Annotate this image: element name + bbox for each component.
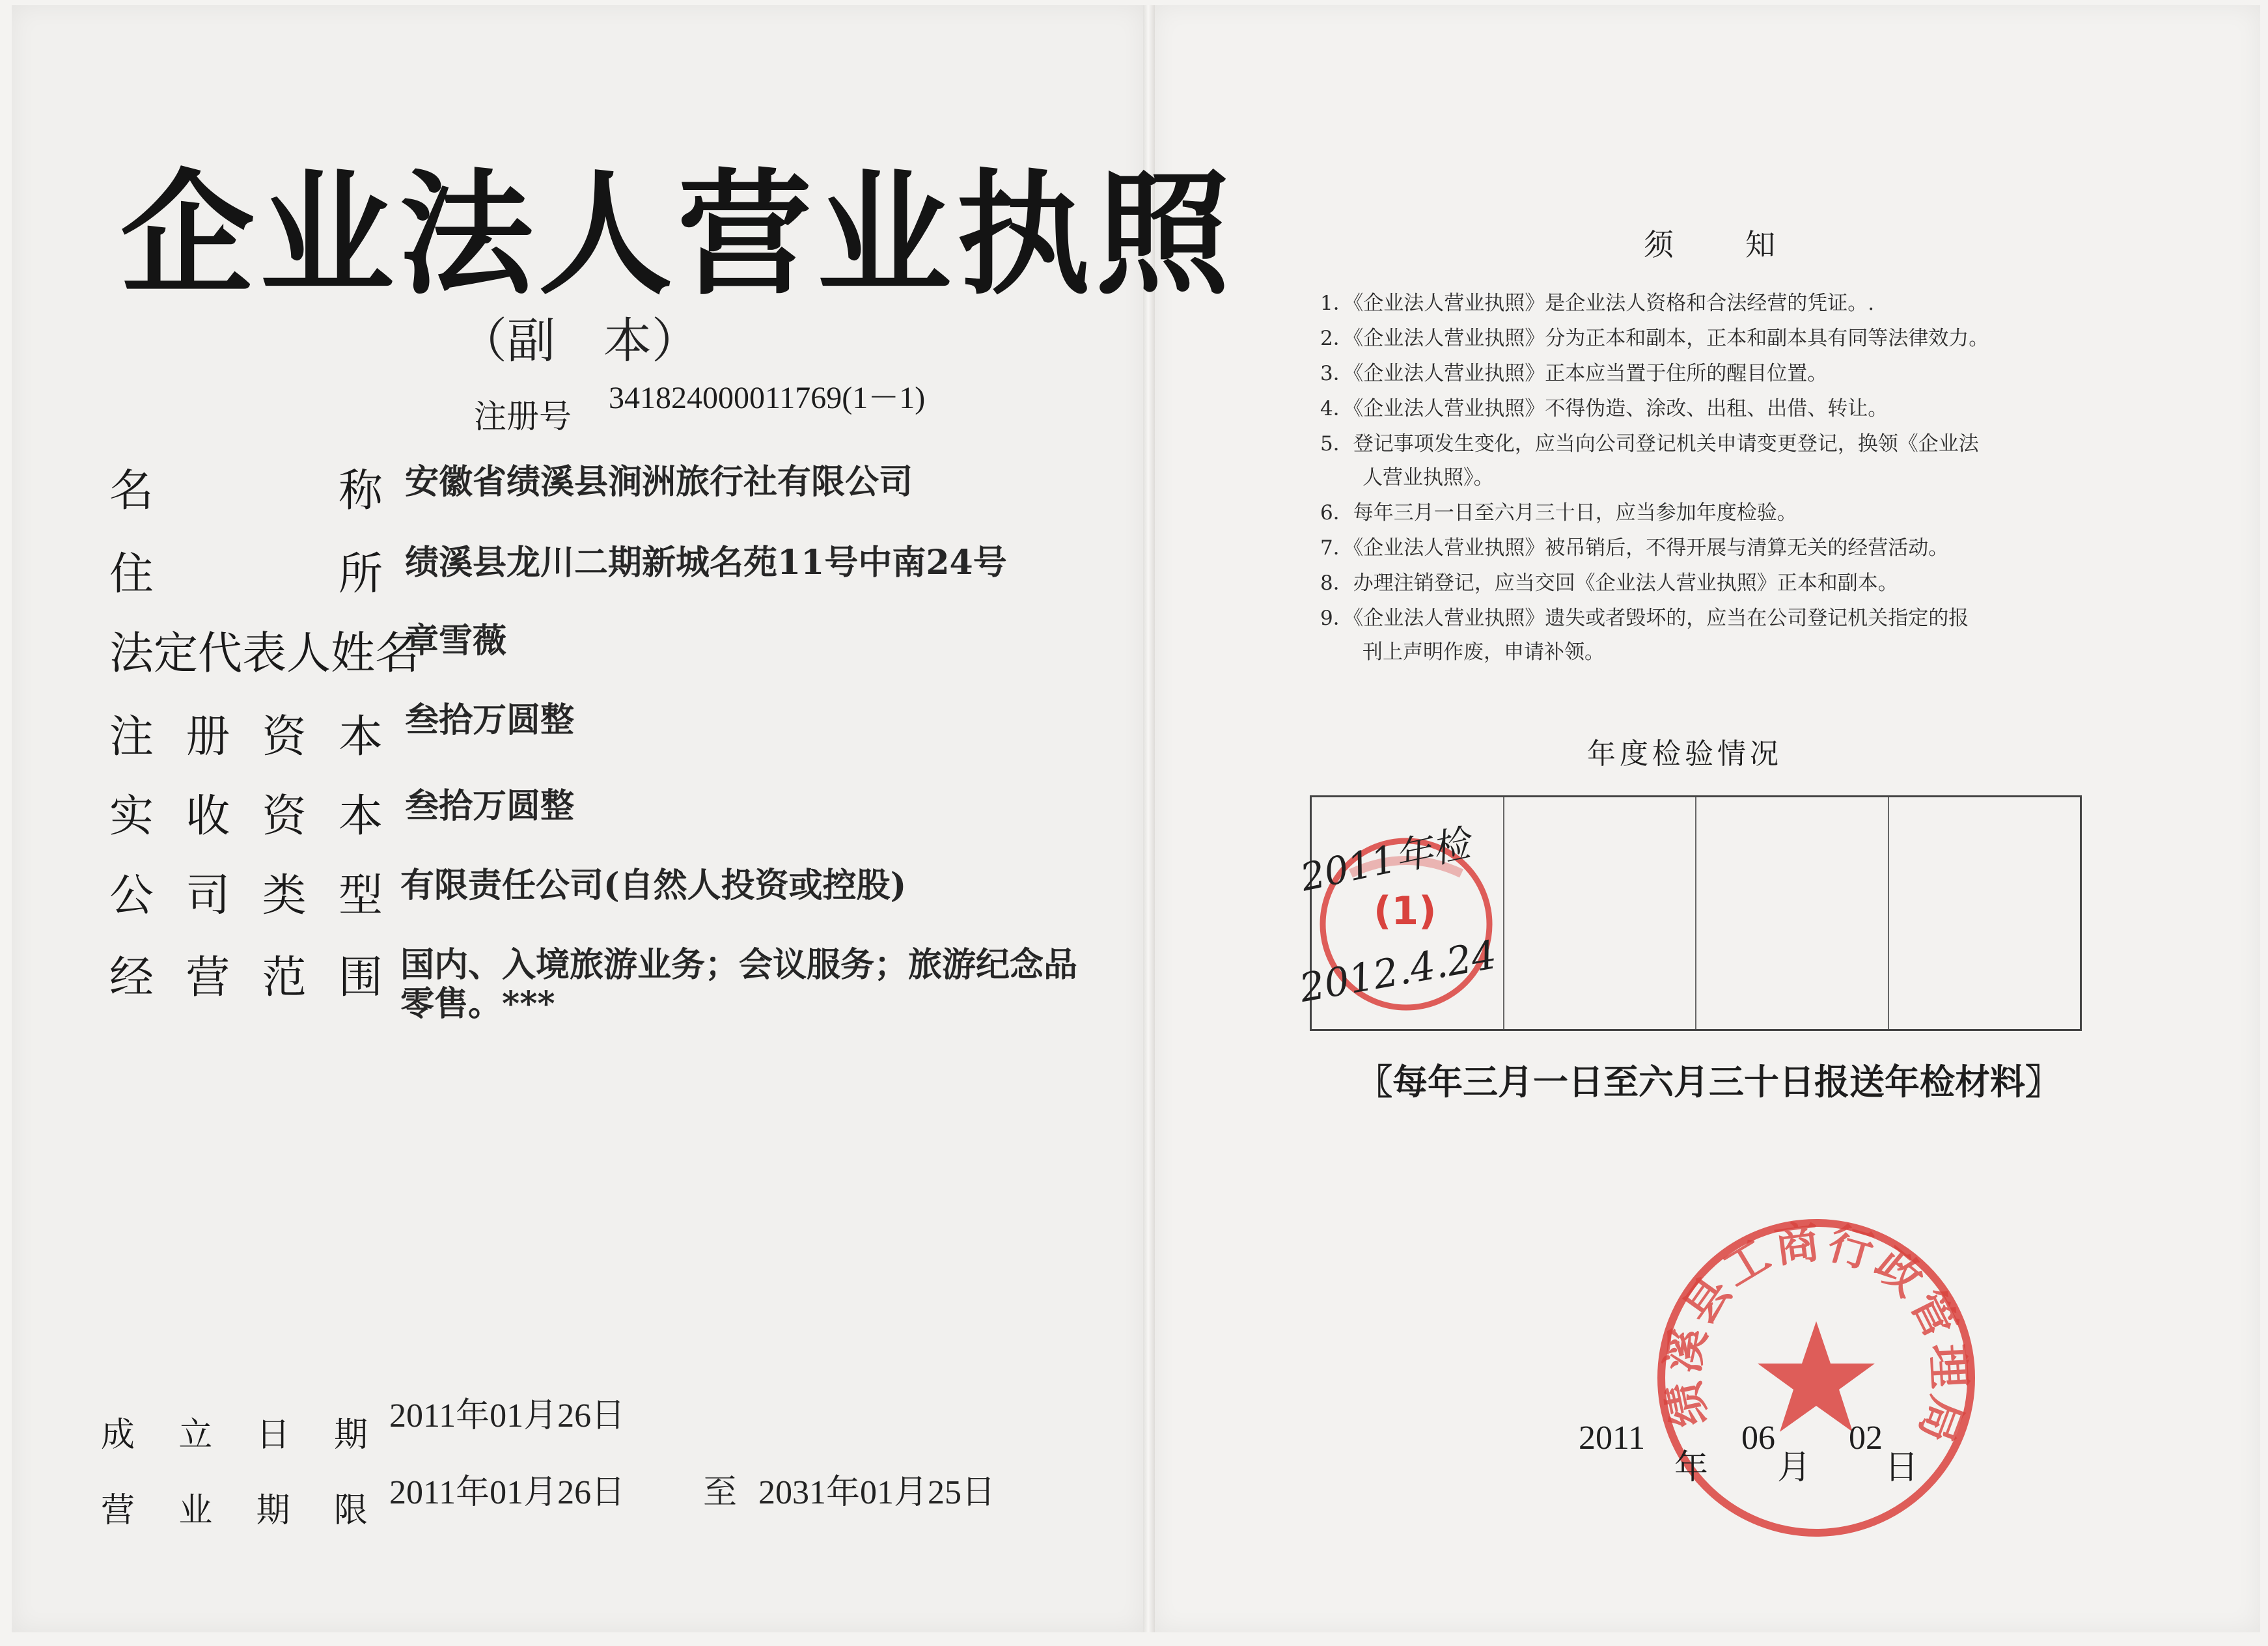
inspection-handwriting-top: 2011年检 [1296, 821, 1474, 900]
issue-day-unit: 日 [1885, 1448, 1919, 1487]
inspection-title: 年度检验情况 [1587, 737, 1782, 771]
registration-number: 341824000011769(1－1) [609, 381, 926, 415]
notice-item: 7．《企业法人营业执照》被吊销后，不得开展与清算无关的经营活动。 [1320, 536, 1949, 560]
label-char: 范 [262, 952, 307, 1004]
notice-item-continued: 人营业执照》。 [1362, 466, 1494, 489]
inspection-cell [1696, 797, 1889, 1029]
authority-stamp [1647, 1207, 1985, 1546]
issue-year-unit: 年 [1674, 1448, 1709, 1487]
license-title: 企业法人营业执照 [120, 157, 1236, 313]
label-char: 本 [338, 711, 383, 763]
label-char: 注 [109, 711, 154, 763]
field-label-registered-capital [109, 702, 383, 765]
notice-item-continued: 刊上声明作废，申请补领。 [1362, 640, 1605, 664]
notice-item: 1．《企业法人营业执照》是企业法人资格和合法经营的凭证。. [1320, 292, 1875, 315]
label-char: 日 [256, 1416, 290, 1455]
business-term-label [101, 1483, 368, 1531]
issue-month-unit: 月 [1777, 1448, 1812, 1487]
company-address: 绩溪县龙川二期新城名苑11号中南24号 [405, 543, 1007, 583]
field-label-business-scope [109, 942, 383, 1006]
issue-month: 06 [1741, 1420, 1775, 1457]
star-icon [1758, 1321, 1875, 1432]
label-char: 实 [109, 791, 154, 842]
label-char: 经 [109, 952, 154, 1004]
label-char: 营 [101, 1491, 135, 1530]
inspection-cell [1889, 797, 2081, 1029]
label-char: 立 [178, 1416, 213, 1455]
label-char: 所 [338, 549, 383, 600]
field-label-name [109, 456, 383, 519]
notice-item: 8．办理注销登记，应当交回《企业法人营业执照》正本和副本。 [1320, 571, 1898, 595]
label-char: 成 [101, 1416, 135, 1455]
label-char: 资 [262, 791, 307, 842]
field-label-paid-capital [109, 781, 383, 844]
inspection-handwriting-bottom: 2012.4.24 [1296, 932, 1500, 1011]
notice-item: 3．《企业法人营业执照》正本应当置于住所的醒目位置。 [1320, 362, 1828, 385]
label-char: 名 [109, 465, 154, 517]
label-char: 收 [186, 791, 230, 842]
registered-capital: 叁拾万圆整 [405, 700, 575, 740]
annual-inspection-note: 〖每年三月一日至六月三十日报送年检材料〗 [1357, 1062, 2060, 1103]
label-char: 司 [186, 870, 230, 922]
inspection-stamp-text: (1) [1374, 888, 1437, 934]
label-char: 住 [109, 549, 154, 600]
notice-item: 9．《企业法人营业执照》遗失或者毁坏的，应当在公司登记机关指定的报 [1320, 607, 1969, 630]
business-term-to: 2031年01月25日 [758, 1474, 996, 1511]
label-char: 限 [333, 1491, 368, 1530]
company-name: 安徽省绩溪县涧洲旅行社有限公司 [405, 462, 913, 502]
label-char: 围 [338, 952, 383, 1004]
business-term-to-prefix: 至 [703, 1473, 738, 1512]
notice-item: 2．《企业法人营业执照》分为正本和副本，正本和副本具有同等法律效力。 [1320, 327, 1989, 350]
field-label-company-type [109, 860, 383, 924]
business-scope-line1: 国内、入境旅游业务；会议服务；旅游纪念品 [400, 945, 1078, 985]
label-char: 本 [338, 791, 383, 842]
notice-item: 4．《企业法人营业执照》不得伪造、涂改、出租、出借、转让。 [1320, 397, 1888, 420]
business-term-from: 2011年01月26日 [389, 1474, 626, 1511]
establish-date: 2011年01月26日 [389, 1397, 626, 1434]
business-scope-line2: 零售。*** [400, 984, 555, 1024]
authority-stamp-textpath: 绩溪县工商行政管理局 [1657, 1216, 1975, 1453]
label-char: 类 [262, 870, 307, 922]
label-char: 期 [256, 1491, 290, 1530]
registration-label: 注册号 [474, 398, 572, 435]
issue-year: 2011 [1579, 1420, 1646, 1457]
field-label-legal-rep: 法定代表人姓名 [109, 628, 420, 679]
legal-representative: 章雪薇 [405, 621, 507, 661]
establish-date-label [101, 1407, 368, 1456]
issue-day: 02 [1849, 1420, 1883, 1457]
label-char: 营 [186, 952, 230, 1004]
label-char: 公 [109, 870, 154, 922]
paid-capital: 叁拾万圆整 [405, 786, 575, 826]
label-char: 资 [262, 711, 307, 763]
notice-title: 须知 [1644, 227, 1847, 262]
label-char: 型 [338, 870, 383, 922]
field-label-address [109, 539, 383, 602]
label-char: 称 [338, 465, 383, 517]
label-char: 册 [186, 711, 230, 763]
license-subtitle: （副 本） [459, 313, 700, 369]
company-type: 有限责任公司(自然人投资或控股) [400, 866, 907, 905]
label-char: 业 [178, 1491, 213, 1530]
notice-item: 5．登记事项发生变化，应当向公司登记机关申请变更登记，换领《企业法 [1320, 432, 1979, 456]
label-char: 期 [333, 1416, 368, 1455]
notice-item: 6．每年三月一日至六月三十日，应当参加年度检验。 [1320, 501, 1797, 525]
inspection-cell [1504, 797, 1697, 1029]
